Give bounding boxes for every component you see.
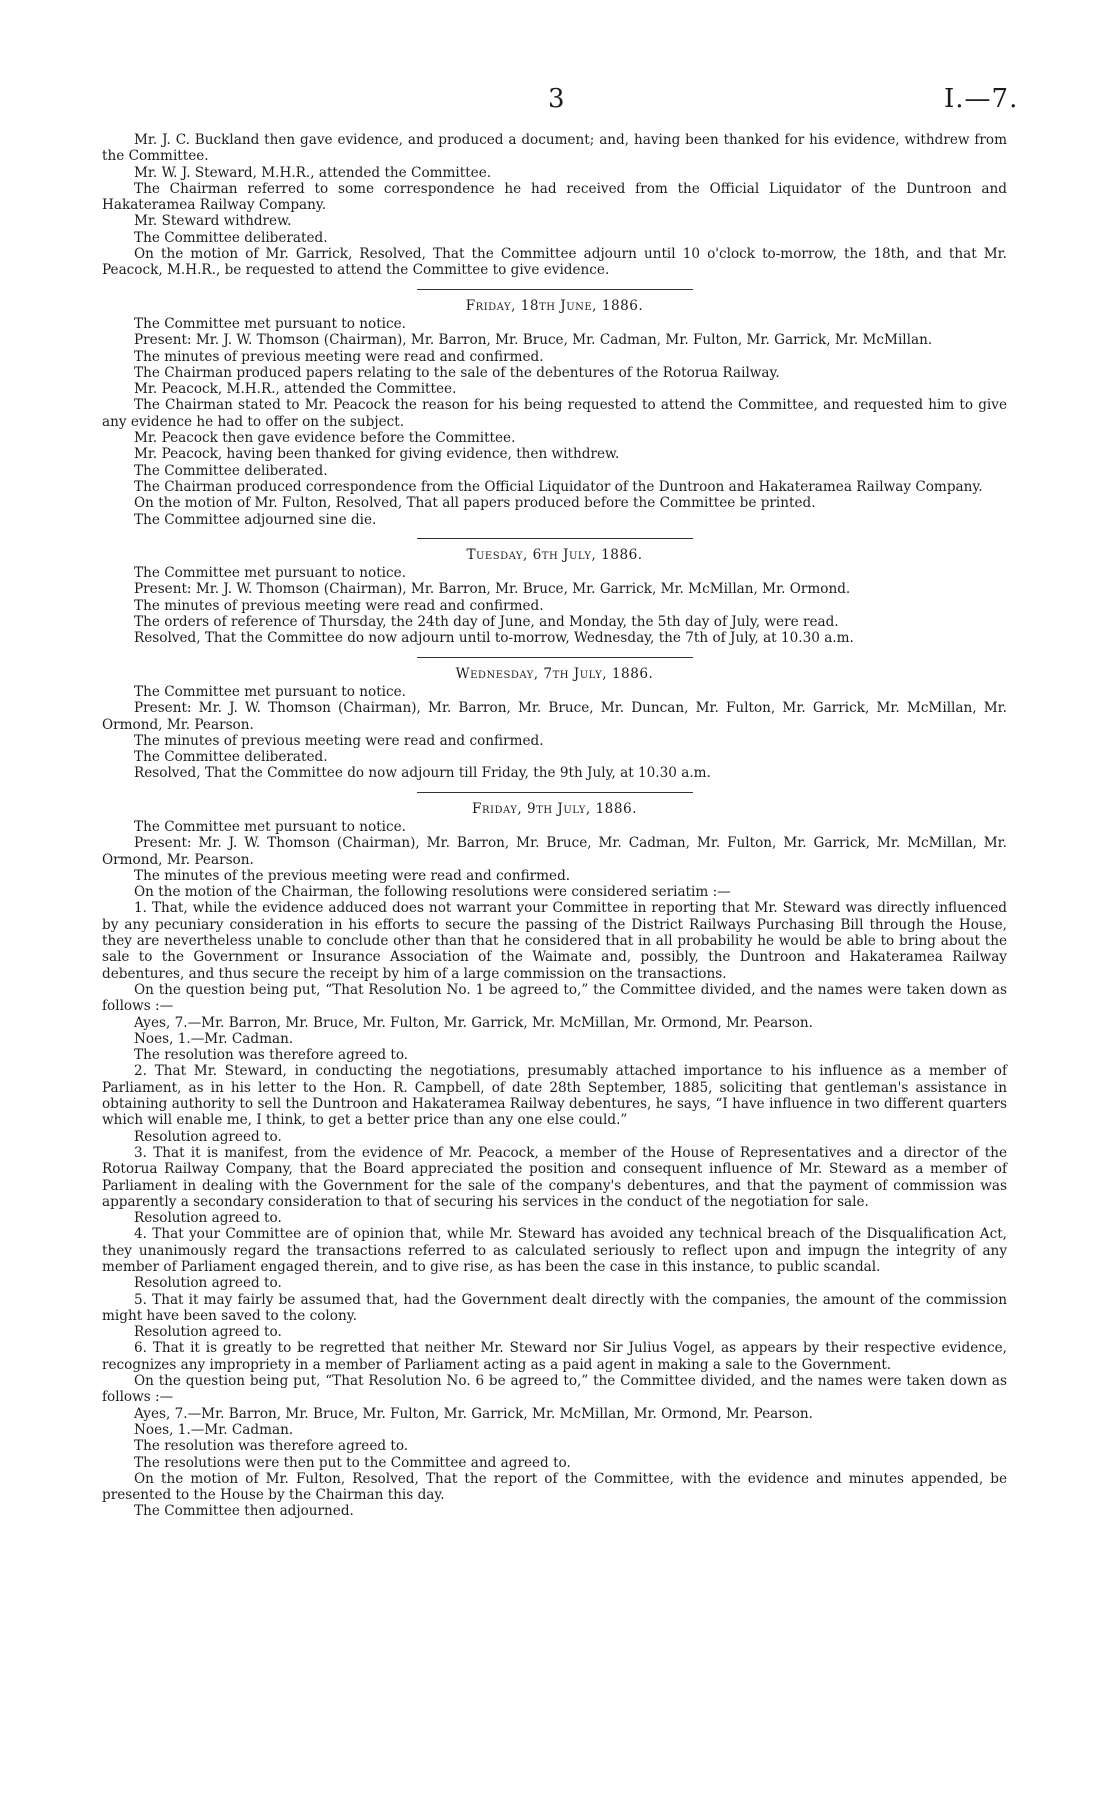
- paragraph: Mr. Peacock, having been thanked for giving evidence, then withdrew.: [134, 446, 620, 463]
- paragraph: The Committee met pursuant to notice.: [134, 565, 406, 582]
- paragraph: On the question being put, “That Resolution No. 1 be agreed to,” the Committee divided, and the names were taken down as follows :—: [102, 981, 1007, 1015]
- paragraph: The Chairman stated to Mr. Peacock the reason for his being requested to attend the Committee, and requested him to give any evidence he had to offer on the subject.: [102, 397, 1007, 430]
- resolution-2: 2. That Mr. Steward, in conducting the negotiations, presumably attached importance to his influence as a member of Parliament, as in his letter to the Hon. R. Campbell, of date 28th September, 1885, soliciting that gentleman's assistance in obtaining authority to sell the Duntroon and Hakateramea Railway debentures, he says, “I have influence in two different quarters which will enable me, I think, to get a better price than any one else could.”: [102, 1063, 1007, 1129]
- section-tuesday-6-july: [102, 547, 1007, 647]
- paragraph: Resolution agreed to.: [134, 1275, 282, 1292]
- resolution-4: 4. That your Committee are of opinion that, while Mr. Steward has avoided any technical breach of the Disqualification Act, they unanimously regard the transactions referred to as calculated seriously to reflect upon and impugn the integrity of any member of Parliament engaged therein, and to give rise, as has been the case in this instance, to public scandal.: [102, 1226, 1007, 1275]
- section-continuation: [102, 132, 1007, 279]
- paragraph: Resolved, That the Committee do now adjourn till Friday, the 9th July, at 10.30 a.m.: [134, 765, 711, 782]
- resolution-1: 1. That, while the evidence adduced does not warrant your Committee in reporting that Mr. Steward was directly influenced by any pecuniary consideration in his efforts to secure the passing of the District Railways Purchasing Bill through the House, they are nevertheless unable to conclude other than that he considered that in all probability he would be able to bring about the sale to the Government or Insurance Association of the Waimate and, possibly, the Duntroon and Hakateramea Railway debentures, and thus secure the receipt by him of a large commission on the transactions.: [102, 900, 1007, 982]
- paragraph: Resolution agreed to.: [134, 1210, 282, 1227]
- resolution-3: 3. That it is manifest, from the evidence of Mr. Peacock, a member of the House of Representatives and a director of the Rotorua Railway Company, that the Board appreciated the position and consequent influence of Mr. Steward as a member of Parliament in dealing with the Government for the sale of the company's debentures, and that the payment of commission was apparently a secondary consideration to that of securing his services in the conduct of the negotiation for sale.: [102, 1144, 1007, 1210]
- section-divider: [417, 538, 693, 539]
- paragraph: Mr. Peacock then gave evidence before the Committee.: [134, 430, 516, 447]
- paragraph: The minutes of the previous meeting were read and confirmed.: [134, 867, 571, 884]
- paragraph: Resolved, That the Committee do now adjourn until to-morrow, Wednesday, the 7th of July, at 10.30 a.m.: [134, 630, 854, 647]
- paragraph: Present: Mr. J. W. Thomson (Chairman), Mr. Barron, Mr. Bruce, Mr. Garrick, Mr. McMillan, Mr. Ormond.: [134, 581, 851, 598]
- section-divider: [417, 792, 693, 793]
- paragraph: Present: Mr. J. W. Thomson (Chairman), Mr. Barron, Mr. Bruce, Mr. Cadman, Mr. Fulton, Mr. Garrick, Mr. McMillan, Mr. Ormond, Mr. Pearson.: [102, 835, 1007, 868]
- section-date-heading: Friday, 9th July, 1886.: [472, 800, 637, 817]
- paragraph: The minutes of previous meeting were read and confirmed.: [134, 348, 544, 365]
- section-date-heading: Tuesday, 6th July, 1886.: [466, 546, 643, 563]
- paragraph: Mr. Peacock, M.H.R., attended the Committee.: [134, 381, 457, 398]
- paragraph: The Committee adjourned sine die.: [134, 511, 377, 528]
- paragraph: The Committee then adjourned.: [134, 1503, 354, 1520]
- paragraph: The Chairman produced papers relating to the sale of the debentures of the Rotorua Railway.: [134, 364, 780, 381]
- paragraph: The minutes of previous meeting were read and confirmed.: [134, 732, 544, 749]
- paragraph: The Committee deliberated.: [134, 229, 328, 246]
- page-number: 3: [548, 84, 565, 114]
- resolution-6: 6. That it is greatly to be regretted that neither Mr. Steward nor Sir Julius Vogel, as appears by their respective evidence, recognizes any impropriety in a member of Parliament acting as a paid agent in making a sale to the Government.: [102, 1340, 1007, 1373]
- paragraph: The orders of reference of Thursday, the 24th day of June, and Monday, the 5th day of July, were read.: [134, 614, 839, 631]
- document-body: [102, 132, 1007, 1520]
- noes-vote: Noes, 1.—Mr. Cadman.: [134, 1421, 294, 1438]
- section-divider: [417, 657, 693, 658]
- section-friday-9-july: [102, 801, 1007, 1520]
- paragraph: Resolution agreed to.: [134, 1324, 282, 1341]
- paragraph: The Committee met pursuant to notice.: [134, 818, 406, 835]
- paragraph: The Committee met pursuant to notice.: [134, 683, 406, 700]
- paragraph: On the motion of Mr. Fulton, Resolved, That all papers produced before the Committee be printed.: [134, 495, 816, 512]
- paragraph: Present: Mr. J. W. Thomson (Chairman), Mr. Barron, Mr. Bruce, Mr. Duncan, Mr. Fulton, Mr. Garrick, Mr. McMillan, Mr. Ormond, Mr. Pearson.: [102, 700, 1007, 733]
- document-reference: I.—7.: [944, 84, 1019, 114]
- noes-vote: Noes, 1.—Mr. Cadman.: [134, 1030, 294, 1047]
- paragraph: Mr. Steward withdrew.: [134, 213, 292, 230]
- paragraph: Mr. W. J. Steward, M.H.R., attended the Committee.: [134, 164, 492, 181]
- ayes-vote: Ayes, 7.—Mr. Barron, Mr. Bruce, Mr. Fulton, Mr. Garrick, Mr. McMillan, Mr. Ormond, Mr. Pearson.: [134, 1405, 813, 1422]
- section-friday-18-june: [102, 298, 1007, 528]
- paragraph: The resolution was therefore agreed to.: [134, 1438, 409, 1455]
- paragraph: Mr. J. C. Buckland then gave evidence, and produced a document; and, having been thanked for his evidence, withdrew from the Committee.: [102, 132, 1007, 165]
- ayes-vote: Ayes, 7.—Mr. Barron, Mr. Bruce, Mr. Fulton, Mr. Garrick, Mr. McMillan, Mr. Ormond, Mr. Pearson.: [134, 1014, 813, 1031]
- paragraph: On the motion of the Chairman, the following resolutions were considered seriatim :—: [134, 884, 731, 901]
- paragraph: The resolutions were then put to the Committee and agreed to.: [134, 1454, 571, 1471]
- paragraph: On the question being put, “That Resolution No. 6 be agreed to,” the Committee divided, and the names were taken down as follows :—: [102, 1373, 1007, 1406]
- section-date-heading: Friday, 18th June, 1886.: [465, 297, 644, 314]
- paragraph: Present: Mr. J. W. Thomson (Chairman), Mr. Barron, Mr. Bruce, Mr. Cadman, Mr. Fulton, Mr. Garrick, Mr. McMillan.: [134, 332, 933, 349]
- paragraph: The Committee deliberated.: [134, 749, 328, 766]
- paragraph: The Committee deliberated.: [134, 462, 328, 479]
- paragraph: Resolution agreed to.: [134, 1128, 282, 1145]
- paragraph: The Chairman referred to some correspondence he had received from the Official Liquidator of the Duntroon and Hakateramea Railway Company.: [102, 180, 1007, 214]
- resolution-5: 5. That it may fairly be assumed that, had the Government dealt directly with the companies, the amount of the commission might have been saved to the colony.: [102, 1291, 1007, 1324]
- paragraph: On the motion of Mr. Fulton, Resolved, That the report of the Committee, with the evidence and minutes appended, be presented to the House by the Chairman this day.: [102, 1470, 1007, 1504]
- section-wednesday-7-july: [102, 666, 1007, 782]
- paragraph: On the motion of Mr. Garrick, Resolved, That the Committee adjourn until 10 o'clock to-morrow, the 18th, and that Mr. Peacock, M.H.R., be requested to attend the Committee to give evidence.: [102, 246, 1007, 279]
- paragraph: The resolution was therefore agreed to.: [134, 1047, 409, 1064]
- paragraph: The Chairman produced correspondence from the Official Liquidator of the Duntroon and Hakateramea Railway Company.: [134, 478, 983, 495]
- paragraph: The minutes of previous meeting were read and confirmed.: [134, 597, 544, 614]
- section-date-heading: Wednesday, 7th July, 1886.: [455, 665, 654, 682]
- section-divider: [417, 289, 693, 290]
- paragraph: The Committee met pursuant to notice.: [134, 315, 406, 332]
